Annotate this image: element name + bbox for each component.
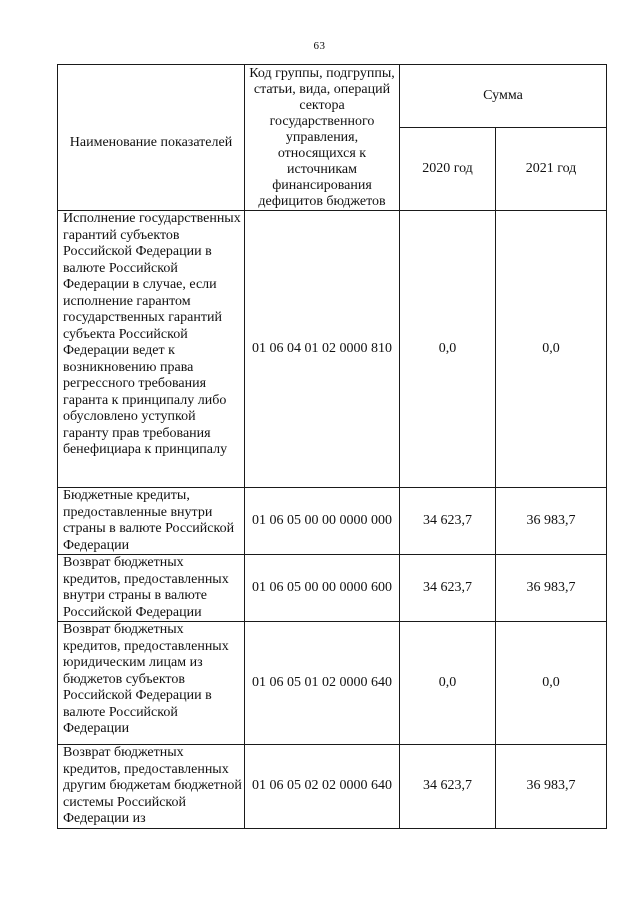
budget-sources-table xyxy=(57,64,607,829)
header-sum: Сумма xyxy=(400,65,607,128)
row-value-2021: 0,0 xyxy=(496,211,607,488)
row-name: Возврат бюджетных кредитов, предоставленных другим бюджетам бюджетной системы Российской Федерации из xyxy=(58,745,245,829)
table-row xyxy=(58,488,607,555)
row-code: 01 06 05 00 00 0000 600 xyxy=(245,555,400,622)
row-code: 01 06 04 01 02 0000 810 xyxy=(245,211,400,488)
page-number: 63 xyxy=(313,40,326,52)
header-year-2021: 2021 год xyxy=(496,127,607,210)
row-value-2021: 36 983,7 xyxy=(496,555,607,622)
row-code: 01 06 05 00 00 0000 000 xyxy=(245,488,400,555)
row-name: Возврат бюджетных кредитов, предоставленных внутри страны в валюте Российской Федерации xyxy=(58,555,245,622)
row-name: Исполнение государственных гарантий субъектов Российской Федерации в валюте Российской Федерации в случае, если исполнение гарантом государственных гарантий субъекта Российской Федерации ведет к возникновению права регрессного требования гаранта к принципалу либо обусловлено уступкой гаранту прав требования бенефициара к принципалу xyxy=(58,211,245,488)
row-name: Бюджетные кредиты, предоставленные внутри страны в валюте Российской Федерации xyxy=(58,488,245,555)
table-row xyxy=(58,211,607,488)
row-value-2021: 0,0 xyxy=(496,622,607,745)
row-value-2021: 36 983,7 xyxy=(496,488,607,555)
table-row xyxy=(58,555,607,622)
header-year-2020: 2020 год xyxy=(400,127,496,210)
row-code: 01 06 05 01 02 0000 640 xyxy=(245,622,400,745)
row-value-2020: 34 623,7 xyxy=(400,745,496,829)
row-value-2020: 0,0 xyxy=(400,211,496,488)
row-code: 01 06 05 02 02 0000 640 xyxy=(245,745,400,829)
table-header-row xyxy=(58,65,607,128)
header-code: Код группы, подгруппы, статьи, вида, операций сектора государственного управления, относящихся к источникам финансирования дефицитов бюджетов xyxy=(245,65,400,211)
row-name: Возврат бюджетных кредитов, предоставленных юридическим лицам из бюджетов субъектов Российской Федерации в валюте Российской Федерации xyxy=(58,622,245,745)
header-name: Наименование показателей xyxy=(58,65,245,211)
row-value-2021: 36 983,7 xyxy=(496,745,607,829)
row-value-2020: 34 623,7 xyxy=(400,488,496,555)
table-row xyxy=(58,745,607,829)
row-value-2020: 34 623,7 xyxy=(400,555,496,622)
row-value-2020: 0,0 xyxy=(400,622,496,745)
table-row xyxy=(58,622,607,745)
